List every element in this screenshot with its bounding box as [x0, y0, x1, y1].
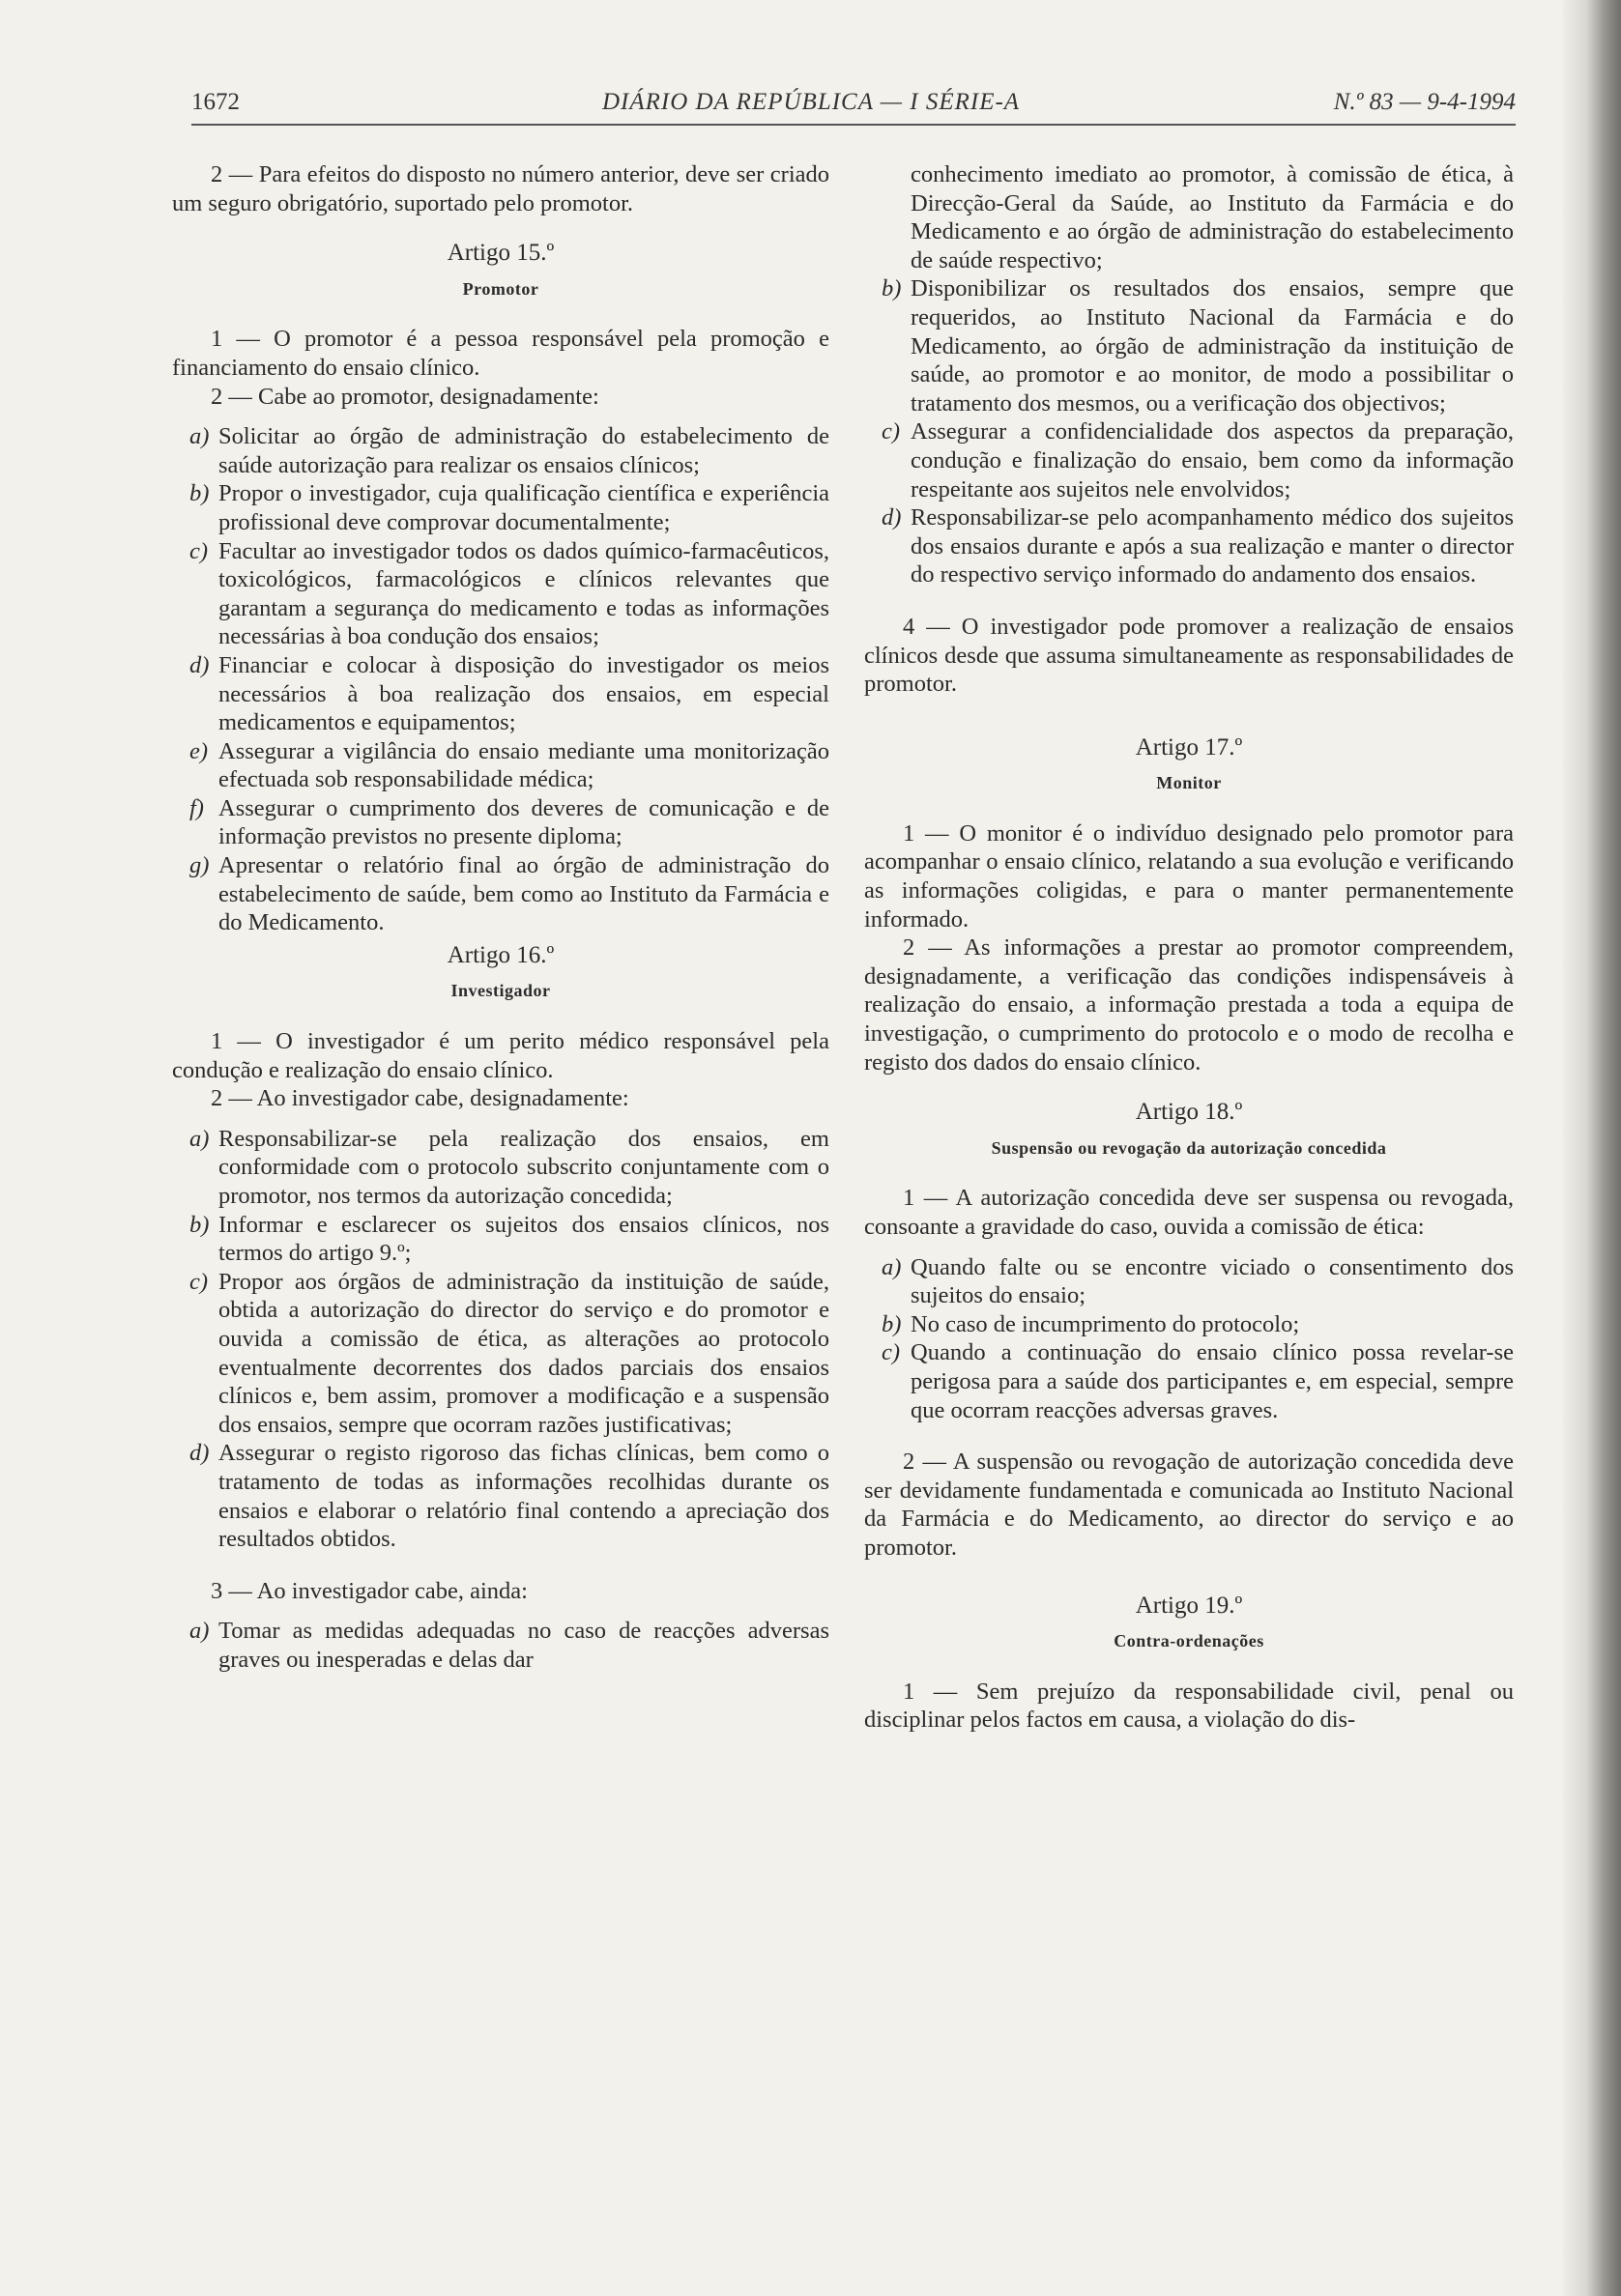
paragraph: 1 — O monitor é o indivíduo designado pelo promotor para acompanhar o ensaio clínico, relatando a sua evolução e verificando as informações coligidas, e para o manter permanentemente informado. — [864, 819, 1514, 933]
item-label: f) — [189, 794, 204, 821]
page-header — [191, 89, 1516, 126]
paragraph: 2 — As informações a prestar ao promotor compreendem, designadamente, a verificação das condições indispensáveis à realização do ensaio, a informação prestada a toda a equipa de investigação, o cumprimento do protocolo e o modo de recolha e registo dos dados do ensaio clínico. — [864, 934, 1514, 1076]
item-label: e) — [189, 737, 209, 764]
left-column — [172, 160, 829, 1675]
item-text: Responsabilizar-se pela realização dos ensaios, em conformidade com o protocolo subscrito conjuntamente com o promotor, nos termos da autorização concedida; — [218, 1125, 829, 1209]
item-text: Disponibilizar os resultados dos ensaios, sempre que requeridos, ao Instituto Nacional da Farmácia e do Medicamento, ao órgão de administração da instituição de saúde, ao promotor e ao monitor, de modo a possibilitar o tratamento dos mesmos, ou a verificação dos objectivos; — [911, 275, 1514, 416]
right-column — [864, 160, 1514, 1735]
article-title: Artigo 18.º — [1135, 1099, 1243, 1126]
article-heading: Contra-ordenações — [1114, 1631, 1264, 1651]
list-item — [172, 537, 829, 651]
paragraph: 2 — Cabe ao promotor, designadamente: — [211, 383, 599, 410]
issue-date: N.º 83 — 9-4-1994 — [1333, 89, 1516, 115]
item-text: No caso de incumprimento do protocolo; — [911, 1310, 1300, 1337]
list-item — [172, 1211, 829, 1268]
list-item — [172, 1125, 829, 1211]
item-text: Financiar e colocar à disposição do investigador os meios necessários à boa realização dos ensaios, em especial medicamentos e equipamentos; — [218, 651, 829, 736]
journal-title: DIÁRIO DA REPÚBLICA — I SÉRIE-A — [602, 89, 1021, 115]
item-label: d) — [189, 1440, 210, 1467]
item-text: Facultar ao investigador todos os dados químico-farmacêuticos, toxicológicos, farmacológicos e clínicos relevantes que garantam a segurança do medicamento e todas as informações necessárias à boa condução dos ensaios; — [218, 537, 829, 650]
item-label: a) — [189, 1125, 210, 1152]
paragraph: 2 — Para efeitos do disposto no número anterior, deve ser criado um seguro obrigatório, suportado pelo promotor. — [172, 161, 829, 216]
item-text: Assegurar o registo rigoroso das fichas clínicas, bem como o tratamento de todas as informações recolhidas durante os ensaios e elaborar o relatório final contendo a apreciação dos resultados obtidos. — [218, 1440, 829, 1553]
list-item — [864, 160, 1514, 274]
paragraph: 2 — A suspensão ou revogação de autorização concedida deve ser devidamente fundamentada e comunicada ao Instituto Nacional da Farmácia e do Medicamento, ao director do serviço e ao promotor. — [864, 1449, 1514, 1561]
item-label: a) — [189, 423, 210, 450]
list-item — [172, 1617, 829, 1674]
list-item — [864, 417, 1514, 503]
paragraph: 2 — Ao investigador cabe, designadamente: — [211, 1085, 629, 1112]
item-label: b) — [882, 1310, 902, 1337]
paragraph: 3 — Ao investigador cabe, ainda: — [211, 1577, 528, 1604]
list-item — [172, 422, 829, 479]
list-item — [172, 737, 829, 794]
item-label: b) — [189, 480, 210, 507]
list-item — [864, 503, 1514, 589]
item-label: c) — [189, 537, 209, 564]
list-item — [172, 651, 829, 737]
paragraph: 1 — O promotor é a pessoa responsável pela promoção e financiamento do ensaio clínico. — [172, 326, 829, 381]
item-label: g) — [189, 852, 210, 879]
item-text: Responsabilizar-se pelo acompanhamento médico dos sujeitos dos ensaios durante e após a sua realização e manter o director do respectivo serviço informado do andamento dos ensaios. — [911, 504, 1514, 588]
list-item — [172, 479, 829, 536]
paragraph: 4 — O investigador pode promover a realização de ensaios clínicos desde que assuma simultaneamente as responsabilidades de promotor. — [864, 613, 1514, 698]
paragraph: 1 — Sem prejuízo da responsabilidade civil, penal ou disciplinar pelos factos em causa, a violação do dis- — [864, 1678, 1514, 1734]
list-item — [864, 1310, 1514, 1339]
item-text: Propor o investigador, cuja qualificação científica e experiência profissional deve comprovar documentalmente; — [218, 480, 829, 535]
item-text: Informar e esclarecer os sujeitos dos ensaios clínicos, nos termos do artigo 9.º; — [218, 1211, 829, 1267]
article-title: Artigo 17.º — [1135, 733, 1243, 761]
list-item — [172, 1439, 829, 1553]
item-label: c) — [882, 1339, 901, 1366]
article-title: Artigo 15.º — [447, 240, 555, 267]
article-title: Artigo 16.º — [447, 941, 555, 968]
article-heading: Monitor — [1156, 773, 1222, 793]
paragraph: 1 — A autorização concedida deve ser suspensa ou revogada, consoante a gravidade do caso, ouvida a comissão de ética: — [864, 1185, 1514, 1240]
item-text: Solicitar ao órgão de administração do estabelecimento de saúde autorização para realizar os ensaios clínicos; — [218, 423, 829, 478]
item-text: Assegurar a confidencialidade dos aspectos da preparação, condução e finalização do ensaio, bem como da informação respeitante aos sujeitos nele envolvidos; — [911, 418, 1514, 502]
item-label: a) — [882, 1253, 902, 1280]
list-item — [172, 851, 829, 937]
item-text: Propor aos órgãos de administração da instituição de saúde, obtida a autorização do director do serviço e do promotor e ouvida a comissão de ética, as alterações ao protocolo eventualmente decorrentes dos dados parciais dos ensaios clínicos e, bem assim, promover a modificação e a suspensão dos ensaios, sempre que ocorram razões justificativas; — [218, 1268, 829, 1438]
item-label: b) — [189, 1211, 210, 1238]
list-item — [864, 1253, 1514, 1310]
article-heading: Suspensão ou revogação da autorização concedida — [991, 1137, 1387, 1158]
item-label: d) — [882, 504, 902, 531]
list-item — [864, 1338, 1514, 1424]
item-text: Quando a continuação do ensaio clínico possa revelar-se perigosa para a saúde dos participantes e, em especial, sempre que ocorram reacções adversas graves. — [911, 1339, 1514, 1423]
item-label: c) — [882, 418, 901, 445]
item-label: d) — [189, 651, 210, 678]
item-text: Assegurar o cumprimento dos deveres de comunicação e de informação previstos no presente diploma; — [218, 794, 829, 850]
item-text: Quando falte ou se encontre viciado o consentimento dos sujeitos do ensaio; — [911, 1253, 1514, 1309]
item-text: Assegurar a vigilância do ensaio mediante uma monitorização efectuada sob responsabilidade médica; — [218, 737, 829, 793]
scanned-page-edge — [1563, 0, 1621, 2296]
list-item — [172, 1268, 829, 1440]
item-label: c) — [189, 1268, 209, 1295]
article-heading: Investigador — [450, 981, 551, 1001]
item-text: Apresentar o relatório final ao órgão de administração do estabelecimento de saúde, bem como ao Instituto da Farmácia e do Medicamento. — [218, 852, 829, 936]
item-label: a) — [189, 1618, 210, 1645]
list-item — [172, 794, 829, 851]
item-text: conhecimento imediato ao promotor, à comissão de ética, à Direcção-Geral da Saúde, ao Instituto da Farmácia e do Medicamento e ao órgão de administração do estabelecimento de saúde respectivo; — [911, 161, 1514, 273]
page-number: 1672 — [191, 89, 240, 115]
item-text: Tomar as medidas adequadas no caso de reacções adversas graves ou inesperadas e delas dar — [218, 1618, 829, 1673]
item-label: b) — [882, 275, 902, 302]
article-title: Artigo 19.º — [1135, 1592, 1243, 1619]
paragraph: 1 — O investigador é um perito médico responsável pela condução e realização do ensaio clínico. — [172, 1028, 829, 1083]
article-heading: Promotor — [462, 278, 539, 299]
list-item — [864, 274, 1514, 417]
